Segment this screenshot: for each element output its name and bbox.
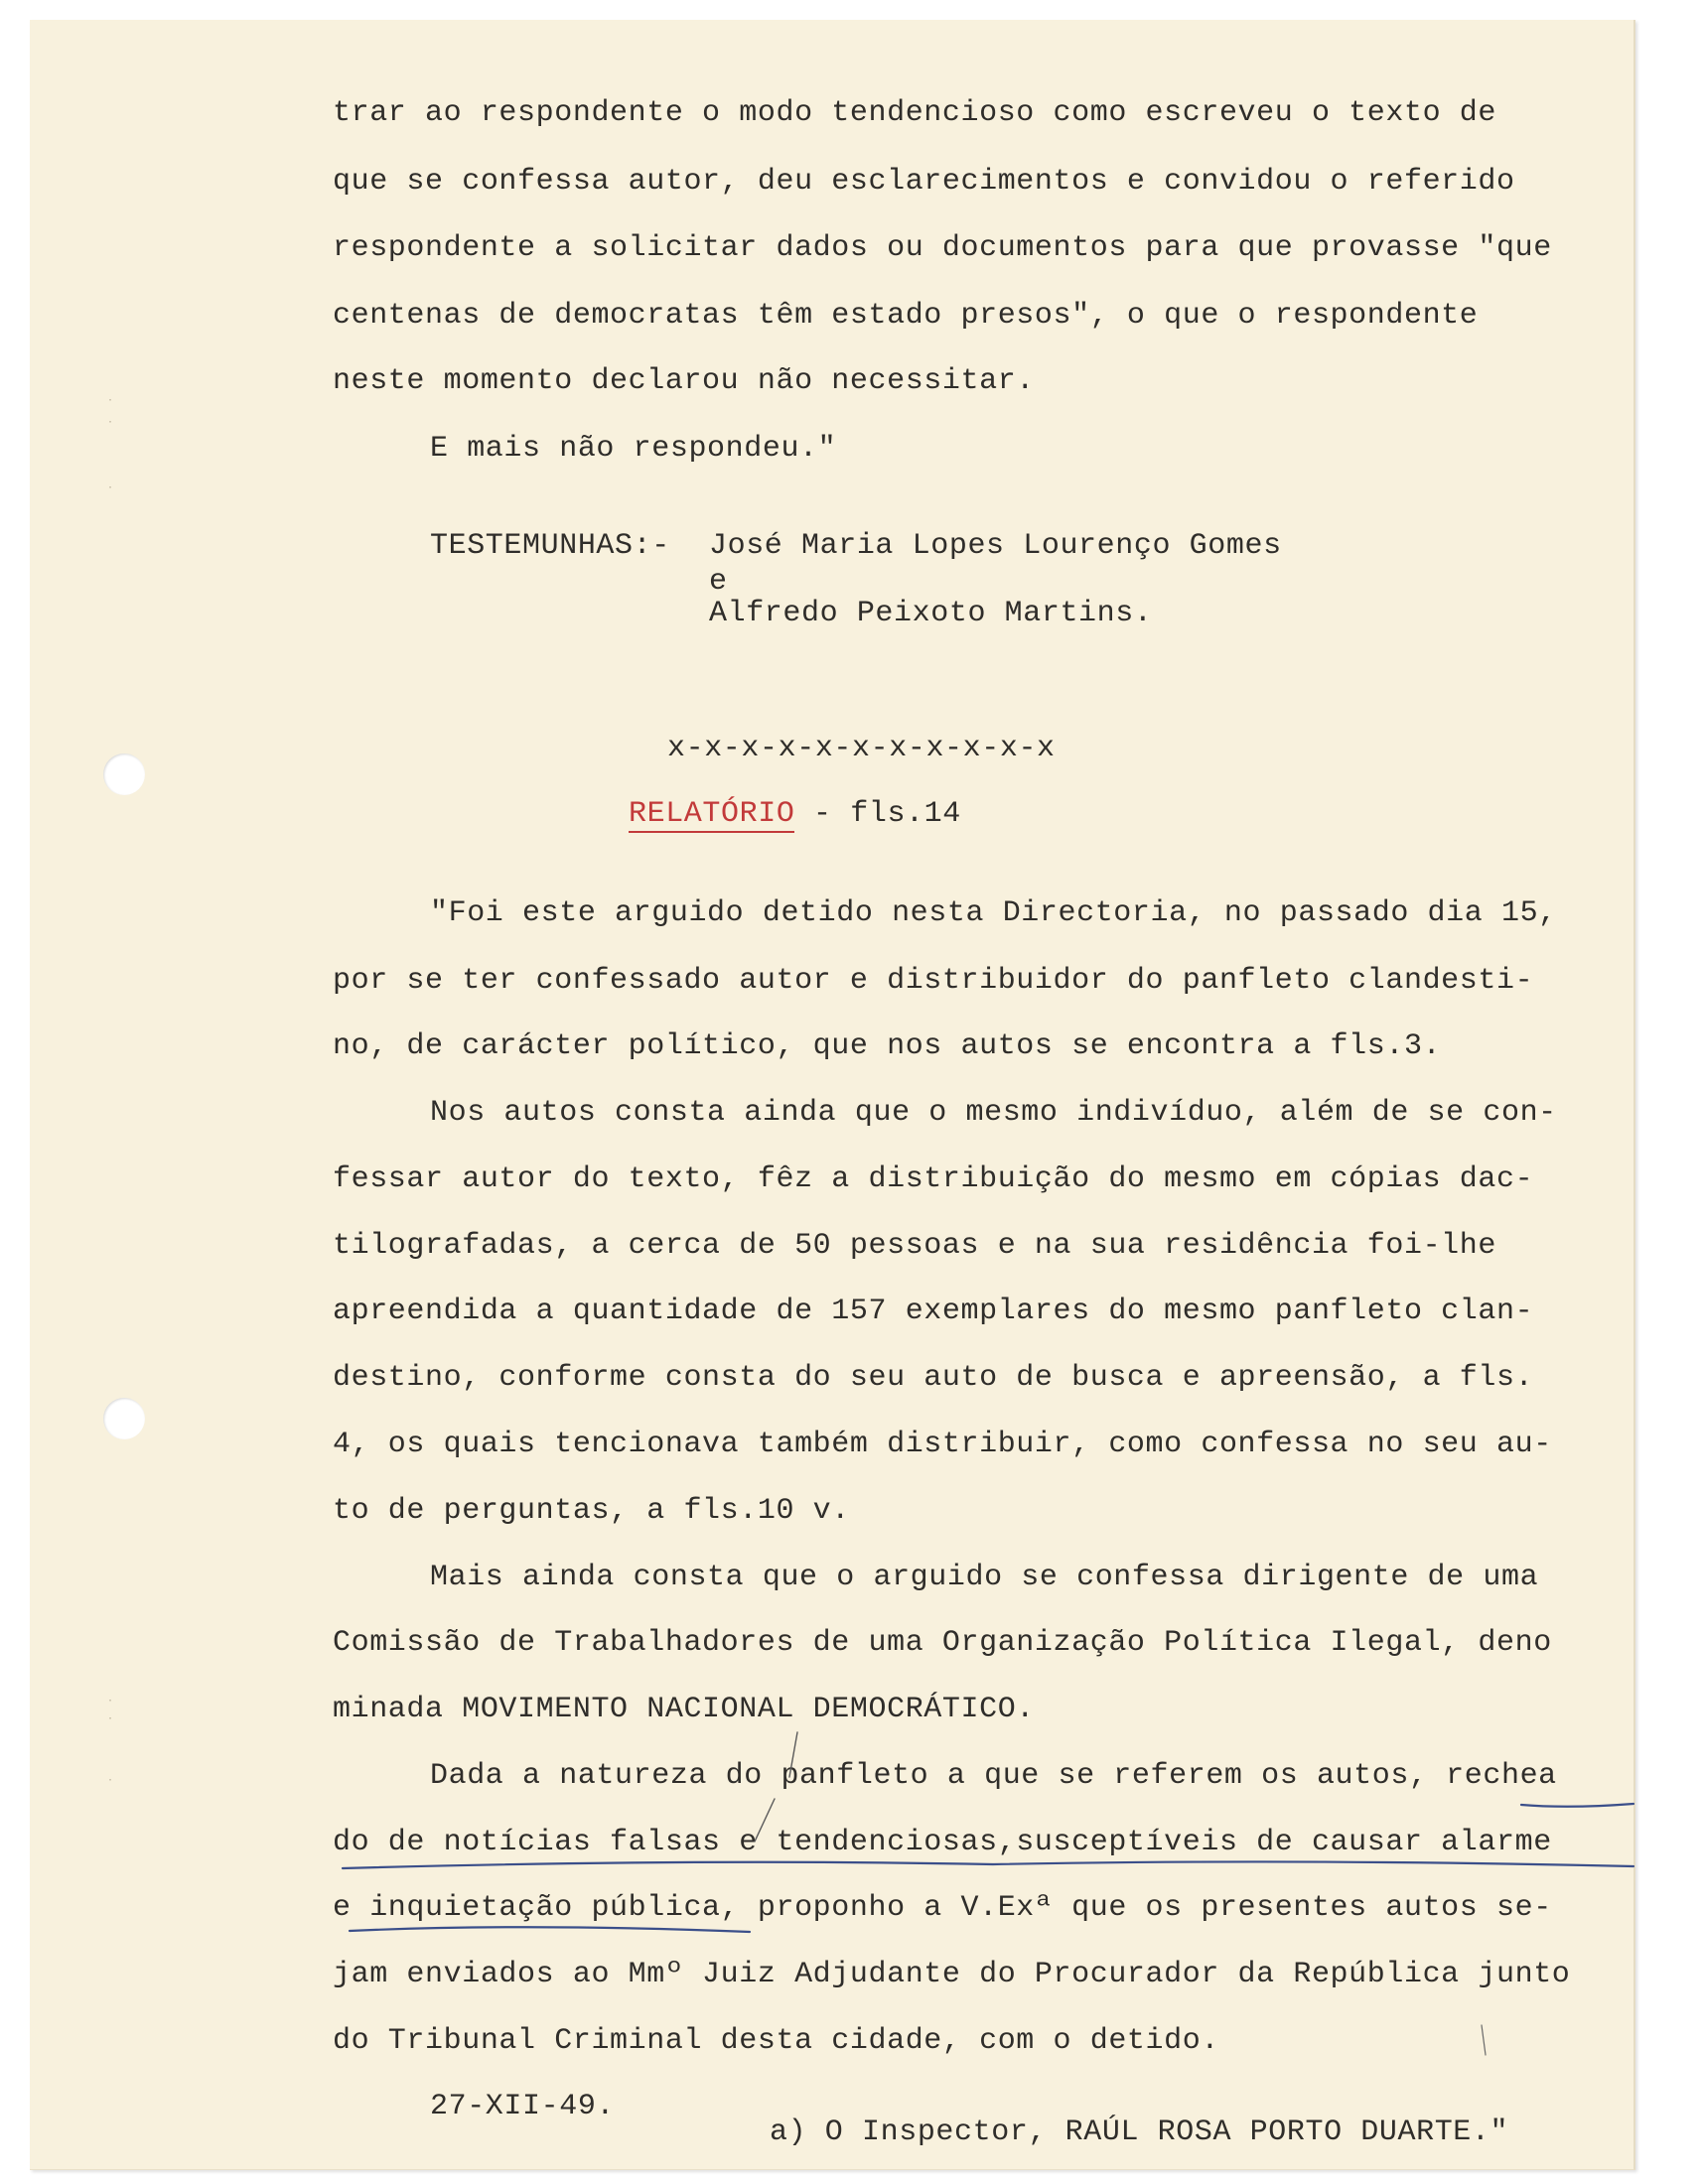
witness-conjunction: e — [709, 565, 728, 599]
report-line: fessar autor do texto, fêz a distribuição do mesmo em cópias dac- — [333, 1162, 1534, 1196]
report-reference: - fls.14 — [794, 797, 961, 831]
punch-hole — [103, 753, 145, 795]
report-line: to de perguntas, a fls.10 v. — [333, 1494, 850, 1528]
report-line: do Tribunal Criminal desta cidade, com o detido. — [333, 2024, 1219, 2058]
witness-name: José Maria Lopes Lourenço Gomes — [709, 529, 1282, 563]
report-line: Comissão de Trabalhadores de uma Organização Política Ilegal, deno — [333, 1626, 1552, 1660]
report-line: do de notícias falsas e tendenciosas,susceptíveis de causar alarme — [333, 1826, 1552, 1859]
report-line: Nos autos consta ainda que o mesmo indivíduo, além de se con- — [430, 1096, 1557, 1130]
report-date: 27-XII-49. — [430, 2090, 616, 2123]
report-line: Dada a natureza do panfleto a que se referem os autos, rechea — [430, 1759, 1557, 1793]
report-line: por se ter confessado autor e distribuidor do panfleto clandesti- — [333, 964, 1534, 998]
body-line: trar ao respondente o modo tendencioso como escreveu o texto de — [333, 96, 1496, 130]
margin-mark: · — [107, 482, 114, 493]
margin-mark: · — [107, 1713, 114, 1724]
margin-mark: · — [107, 395, 114, 406]
report-signature: a) O Inspector, RAÚL ROSA PORTO DUARTE." — [770, 2116, 1509, 2149]
report-line: minada MOVIMENTO NACIONAL DEMOCRÁTICO. — [333, 1693, 1035, 1726]
report-line: apreendida a quantidade de 157 exemplares do mesmo panfleto clan- — [333, 1295, 1534, 1328]
report-line: e inquietação pública, proponho a V.Exª que os presentes autos se- — [333, 1891, 1552, 1925]
body-line: que se confessa autor, deu esclarecimentos e convidou o referido — [333, 165, 1515, 199]
report-line: jam enviados ao Mmº Juiz Adjudante do Procurador da República junto — [333, 1958, 1571, 1991]
closing-line: E mais não respondeu." — [430, 432, 837, 466]
margin-mark: · — [107, 1696, 114, 1706]
punch-hole — [103, 1398, 145, 1439]
report-line: no, de carácter político, que nos autos se encontra a fls.3. — [333, 1029, 1442, 1063]
report-heading — [629, 796, 961, 832]
body-line: centenas de democratas têm estado presos", o que o respondente — [333, 299, 1479, 333]
witnesses-label: TESTEMUNHAS:- — [430, 529, 670, 563]
witness-name: Alfredo Peixoto Martins. — [709, 597, 1153, 630]
report-line: "Foi este arguido detido nesta Directoria, no passado dia 15, — [430, 896, 1557, 930]
report-line: 4, os quais tencionava também distribuir, como confessa no seu au- — [333, 1428, 1552, 1461]
margin-mark: · — [107, 1775, 114, 1786]
body-line: respondente a solicitar dados ou documentos para que provasse "que — [333, 231, 1552, 265]
report-title: RELATÓRIO — [629, 797, 795, 831]
body-line: neste momento declarou não necessitar. — [333, 364, 1035, 398]
report-line: Mais ainda consta que o arguido se confessa dirigente de uma — [430, 1561, 1539, 1594]
section-separator: x-x-x-x-x-x-x-x-x-x-x — [667, 732, 1056, 765]
margin-mark: · — [107, 417, 114, 428]
report-line: destino, conforme consta do seu auto de busca e apreensão, a fls. — [333, 1361, 1534, 1395]
report-line: tilografadas, a cerca de 50 pessoas e na sua residência foi-lhe — [333, 1229, 1496, 1263]
